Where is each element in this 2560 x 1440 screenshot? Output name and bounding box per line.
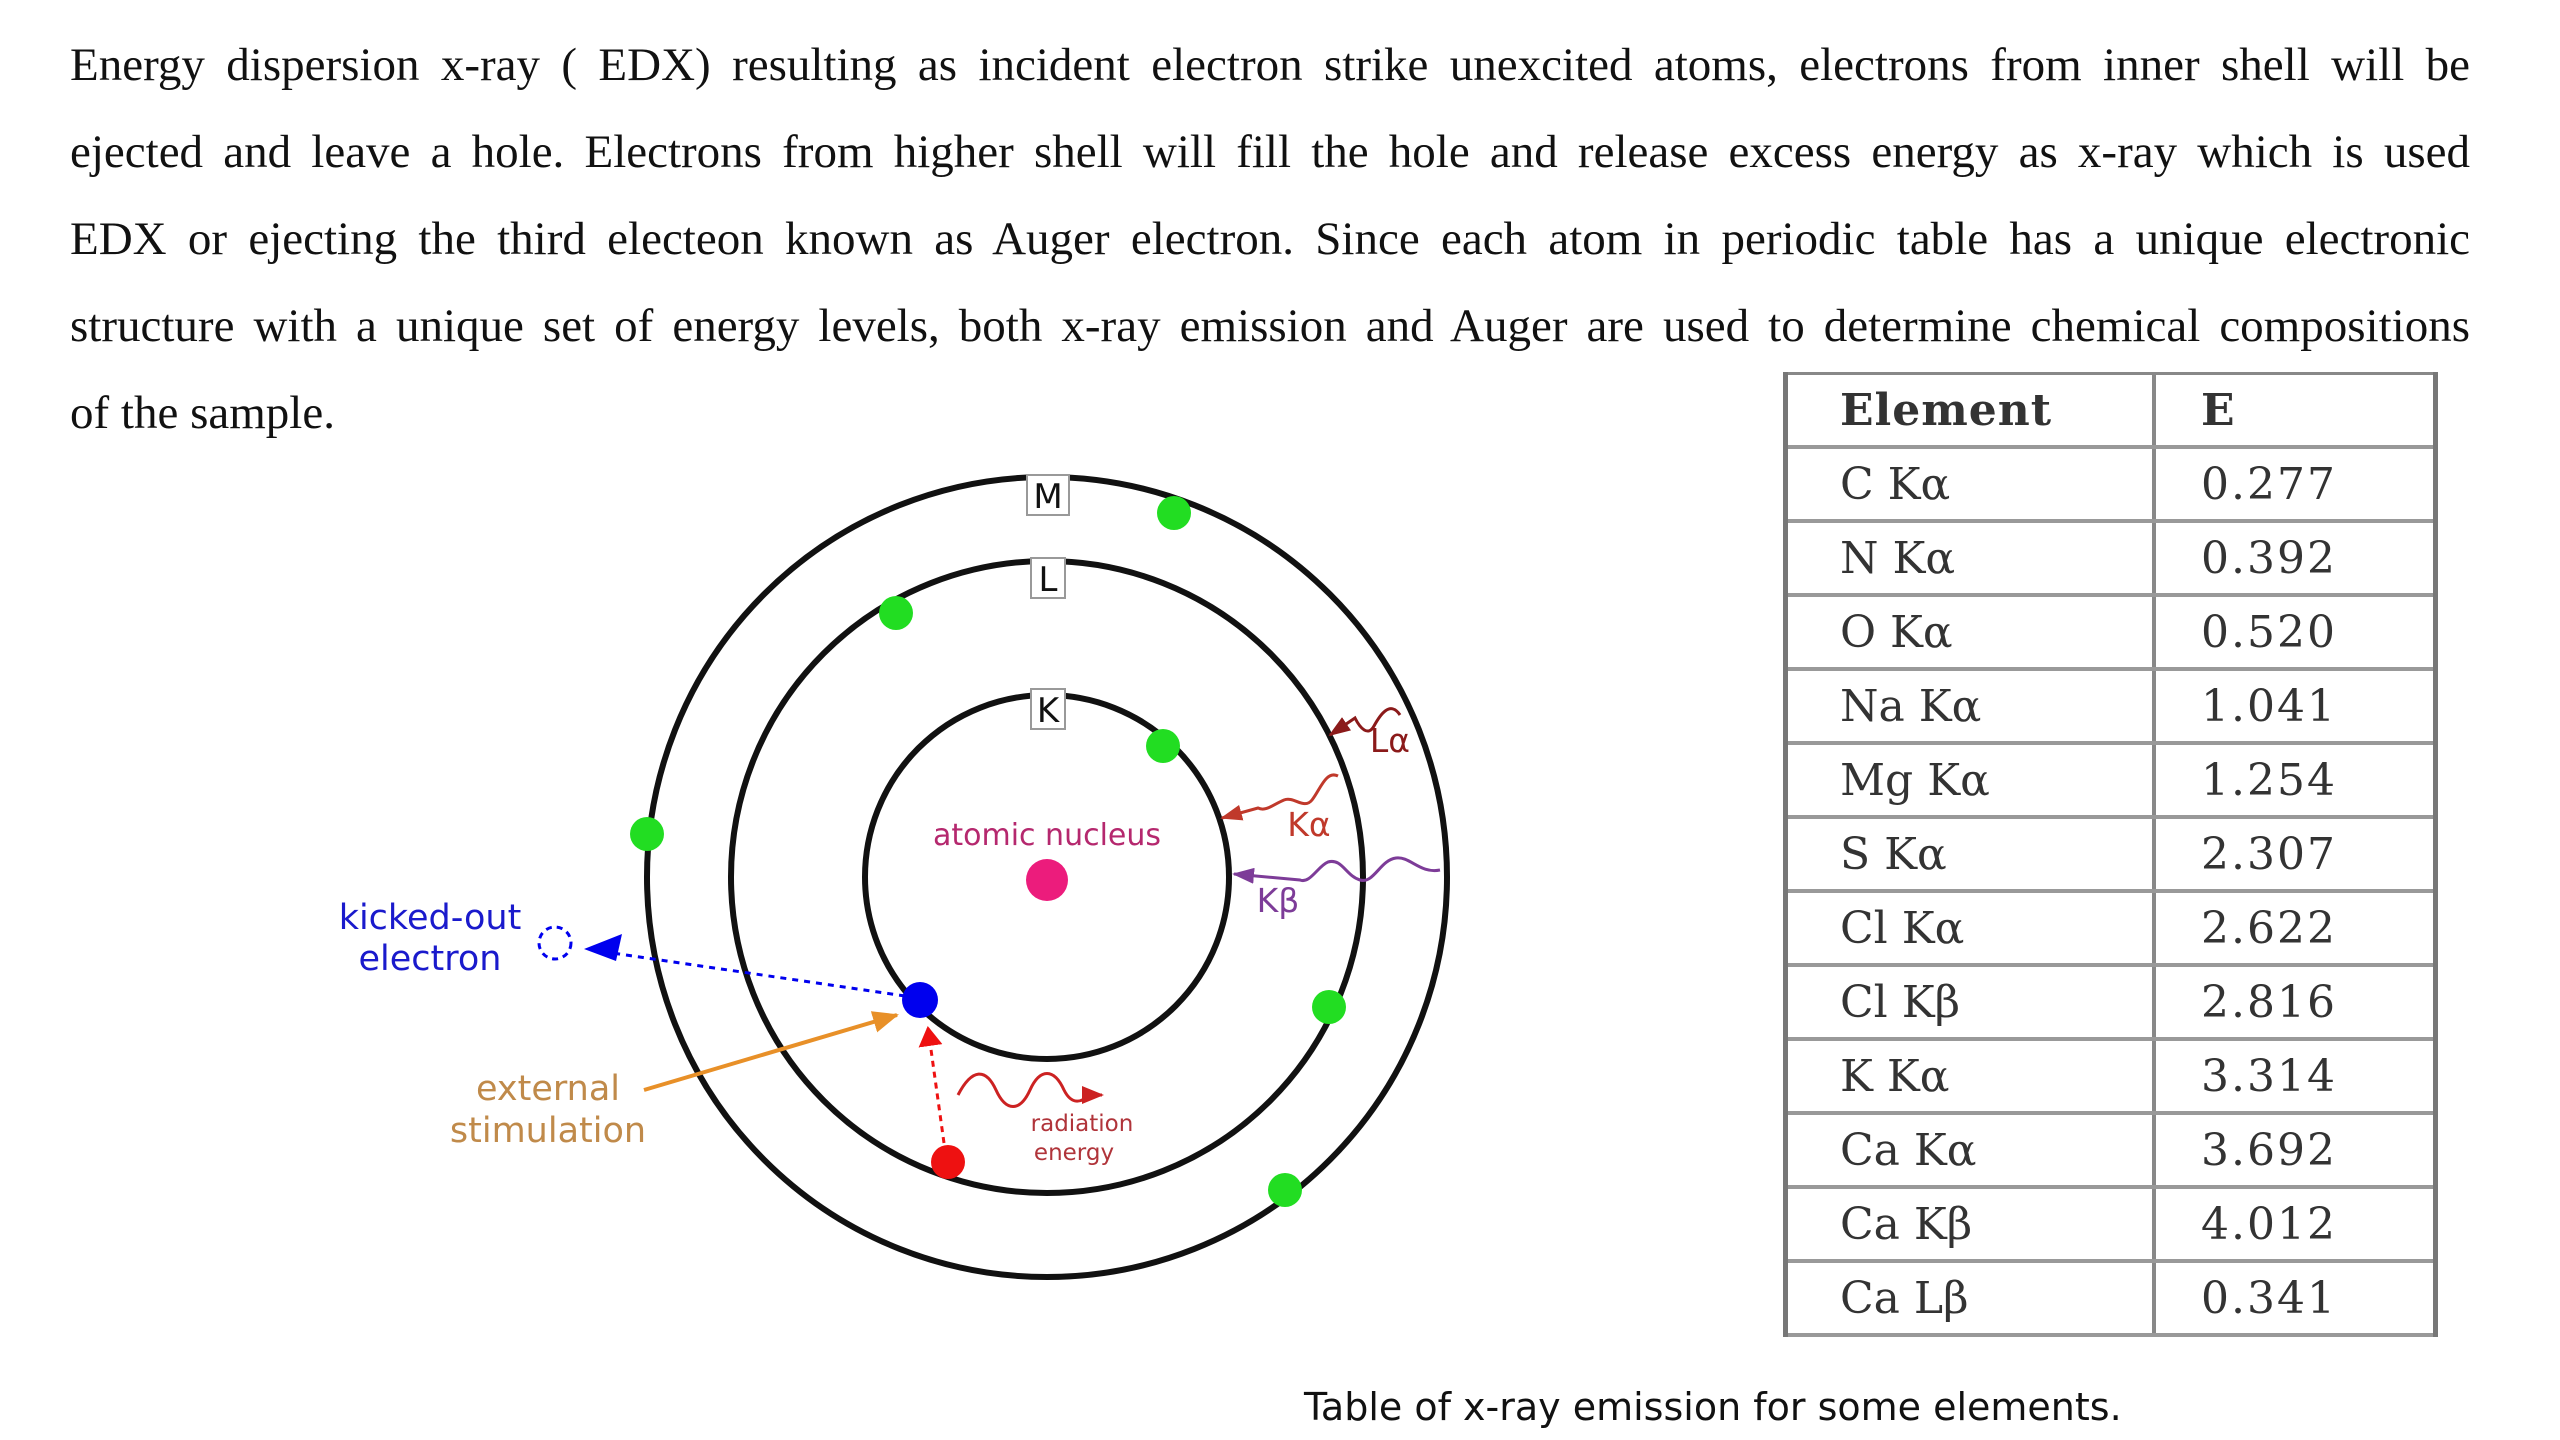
electron <box>1146 729 1180 763</box>
table-caption: Table of x-ray emission for some elements. <box>1304 1385 2122 1429</box>
table-row <box>1786 669 2436 743</box>
table-row <box>1786 1187 2436 1261</box>
l-alpha-label: Lα <box>1369 721 1411 760</box>
fill-transition-arrow <box>928 1028 944 1143</box>
cell-energy: 0.520 <box>2154 595 2436 669</box>
cell-element: N Kα <box>1786 521 2155 595</box>
paragraph-line: ejected and leave a hole. Electrons from higher shell will fill the hole and release excess energy as x-ray which is used <box>70 126 2470 178</box>
shell-label-l <box>1031 558 1065 600</box>
cell-energy: 1.254 <box>2154 743 2436 817</box>
cell-element: Na Kα <box>1786 669 2155 743</box>
cell-energy: 0.277 <box>2154 447 2436 521</box>
nucleus-label: atomic nucleus <box>932 818 1162 853</box>
x-ray-emission-table <box>1783 372 2438 1337</box>
cell-element: Ca Kβ <box>1786 1187 2155 1261</box>
table-row <box>1786 817 2436 891</box>
kicked-out-label: electron <box>358 939 502 979</box>
svg-text:L: L <box>1038 560 1058 600</box>
table-header-row <box>1786 374 2436 448</box>
electron <box>1312 990 1346 1024</box>
cell-energy: 2.307 <box>2154 817 2436 891</box>
k-beta-label: Kβ <box>1256 881 1300 920</box>
k-alpha-label: Kα <box>1287 805 1331 844</box>
cell-element: C Kα <box>1786 447 2155 521</box>
table-row <box>1786 891 2436 965</box>
electron <box>630 817 664 851</box>
paragraph-line: EDX or ejecting the third electeon known as Auger electron. Since each atom in periodic table has a unique electronic <box>70 213 2470 265</box>
svg-text:M: M <box>1033 477 1063 517</box>
electron <box>1268 1173 1302 1207</box>
table-row <box>1786 595 2436 669</box>
svg-text:K: K <box>1036 691 1060 731</box>
kicked-out-electron-ghost <box>539 927 571 959</box>
cell-element: O Kα <box>1786 595 2155 669</box>
cell-energy: 3.314 <box>2154 1039 2436 1113</box>
cell-element: Mg Kα <box>1786 743 2155 817</box>
table-row <box>1786 1039 2436 1113</box>
ejected-electron <box>902 982 938 1018</box>
cell-element: K Kα <box>1786 1039 2155 1113</box>
cell-energy: 0.392 <box>2154 521 2436 595</box>
table-row <box>1786 447 2436 521</box>
stimulation-label: external <box>475 1069 621 1109</box>
cell-energy: 2.622 <box>2154 891 2436 965</box>
shell-label-m <box>1027 475 1069 517</box>
table-row <box>1786 1261 2436 1335</box>
cell-energy: 4.012 <box>2154 1187 2436 1261</box>
cell-element: S Kα <box>1786 817 2155 891</box>
table-row <box>1786 743 2436 817</box>
radiation-wave <box>958 1074 1102 1107</box>
kicked-out-label: kicked-out <box>338 898 522 938</box>
cell-element: Ca Lβ <box>1786 1261 2155 1335</box>
header-energy: E <box>2154 374 2436 448</box>
electron <box>879 596 913 630</box>
radiation-label: energy <box>1033 1140 1115 1166</box>
paragraph-line: of the sample. <box>70 387 335 439</box>
cell-element: Ca Kα <box>1786 1113 2155 1187</box>
shell-label-k <box>1031 689 1065 731</box>
cell-element: Cl Kα <box>1786 891 2155 965</box>
cell-energy: 2.816 <box>2154 965 2436 1039</box>
atomic-nucleus <box>1026 859 1068 901</box>
table-row <box>1786 965 2436 1039</box>
cell-energy: 0.341 <box>2154 1261 2436 1335</box>
filling-electron <box>931 1145 965 1179</box>
cell-element: Cl Kβ <box>1786 965 2155 1039</box>
table-row <box>1786 521 2436 595</box>
paragraph-line: structure with a unique set of energy levels, both x-ray emission and Auger are used to determine chemical compositions <box>70 300 2470 352</box>
cell-energy: 1.041 <box>2154 669 2436 743</box>
ejection-arrowhead <box>584 934 622 961</box>
k-beta-wave <box>1234 858 1440 881</box>
cell-energy: 3.692 <box>2154 1113 2436 1187</box>
header-element: Element <box>1786 374 2155 448</box>
paragraph-line: Energy dispersion x-ray ( EDX) resulting as incident electron strike unexcited atoms, electrons from inner shell will be <box>70 39 2470 91</box>
electron <box>1157 496 1191 530</box>
table-row <box>1786 1113 2436 1187</box>
radiation-label: radiation <box>1030 1111 1134 1137</box>
stimulation-label: stimulation <box>449 1111 647 1151</box>
